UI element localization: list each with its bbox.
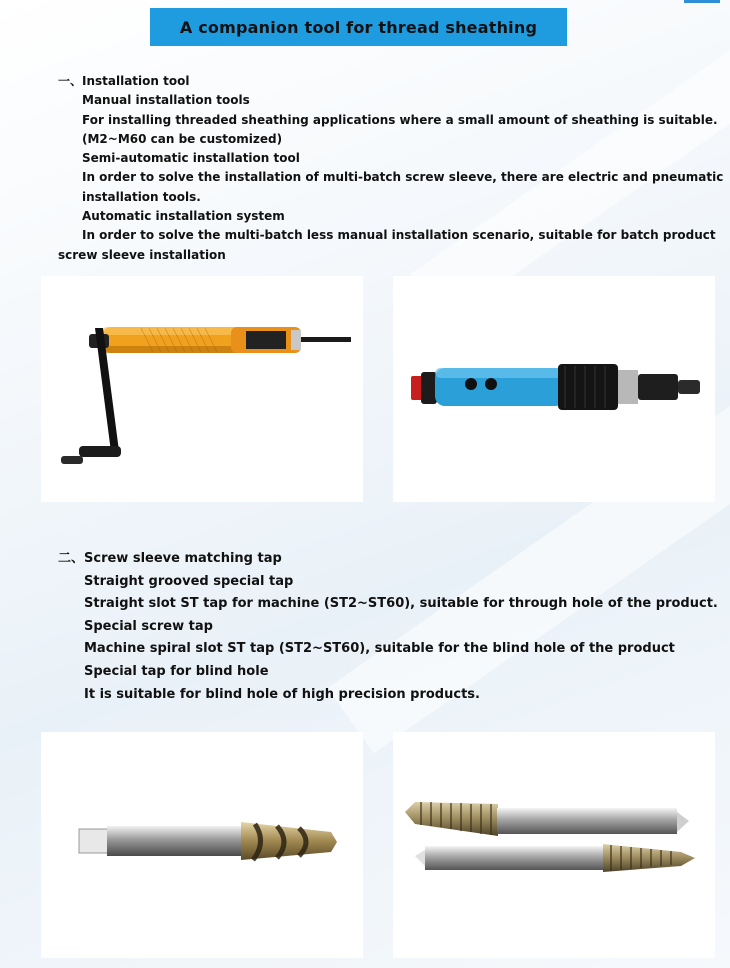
subheading: Straight grooved special tap <box>84 573 294 589</box>
straight-flute-taps-photo <box>393 732 715 958</box>
manual-installation-tool-photo <box>41 276 363 502</box>
description: For installing threaded sheathing applications where a small amount of sheathing is suitable. <box>82 112 718 127</box>
installation-tool-section <box>58 72 723 265</box>
description: Straight slot ST tap for machine (ST2~ST60), suitable for through hole of the product. <box>84 596 718 612</box>
subheading: Manual installation tools <box>82 93 250 108</box>
description: screw sleeve installation <box>58 247 226 262</box>
pneumatic-installation-tool-photo <box>393 276 715 502</box>
matching-tap-section <box>58 548 718 706</box>
title-banner <box>150 8 567 46</box>
subheading: Automatic installation system <box>82 209 285 224</box>
section-heading: 一、Installation tool <box>58 74 190 88</box>
description: In order to solve the multi-batch less manual installation scenario, suitable for batch product <box>82 228 716 243</box>
corner-accent <box>684 0 720 3</box>
subheading: Semi-automatic installation tool <box>82 151 300 166</box>
spiral-tap-photo <box>41 732 363 958</box>
description: It is suitable for blind hole of high precision products. <box>84 686 480 702</box>
page-title: A companion tool for thread sheathing <box>179 17 538 37</box>
subheading: Special screw tap <box>84 618 213 634</box>
section-heading: 二、Screw sleeve matching tap <box>58 551 282 566</box>
description: (M2~M60 can be customized) <box>82 131 283 146</box>
description: installation tools. <box>82 189 201 204</box>
description: Machine spiral slot ST tap (ST2~ST60), suitable for the blind hole of the product <box>84 641 675 657</box>
description: In order to solve the installation of multi-batch screw sleeve, there are electric and pneumatic <box>82 170 724 185</box>
subheading: Special tap for blind hole <box>84 663 269 679</box>
